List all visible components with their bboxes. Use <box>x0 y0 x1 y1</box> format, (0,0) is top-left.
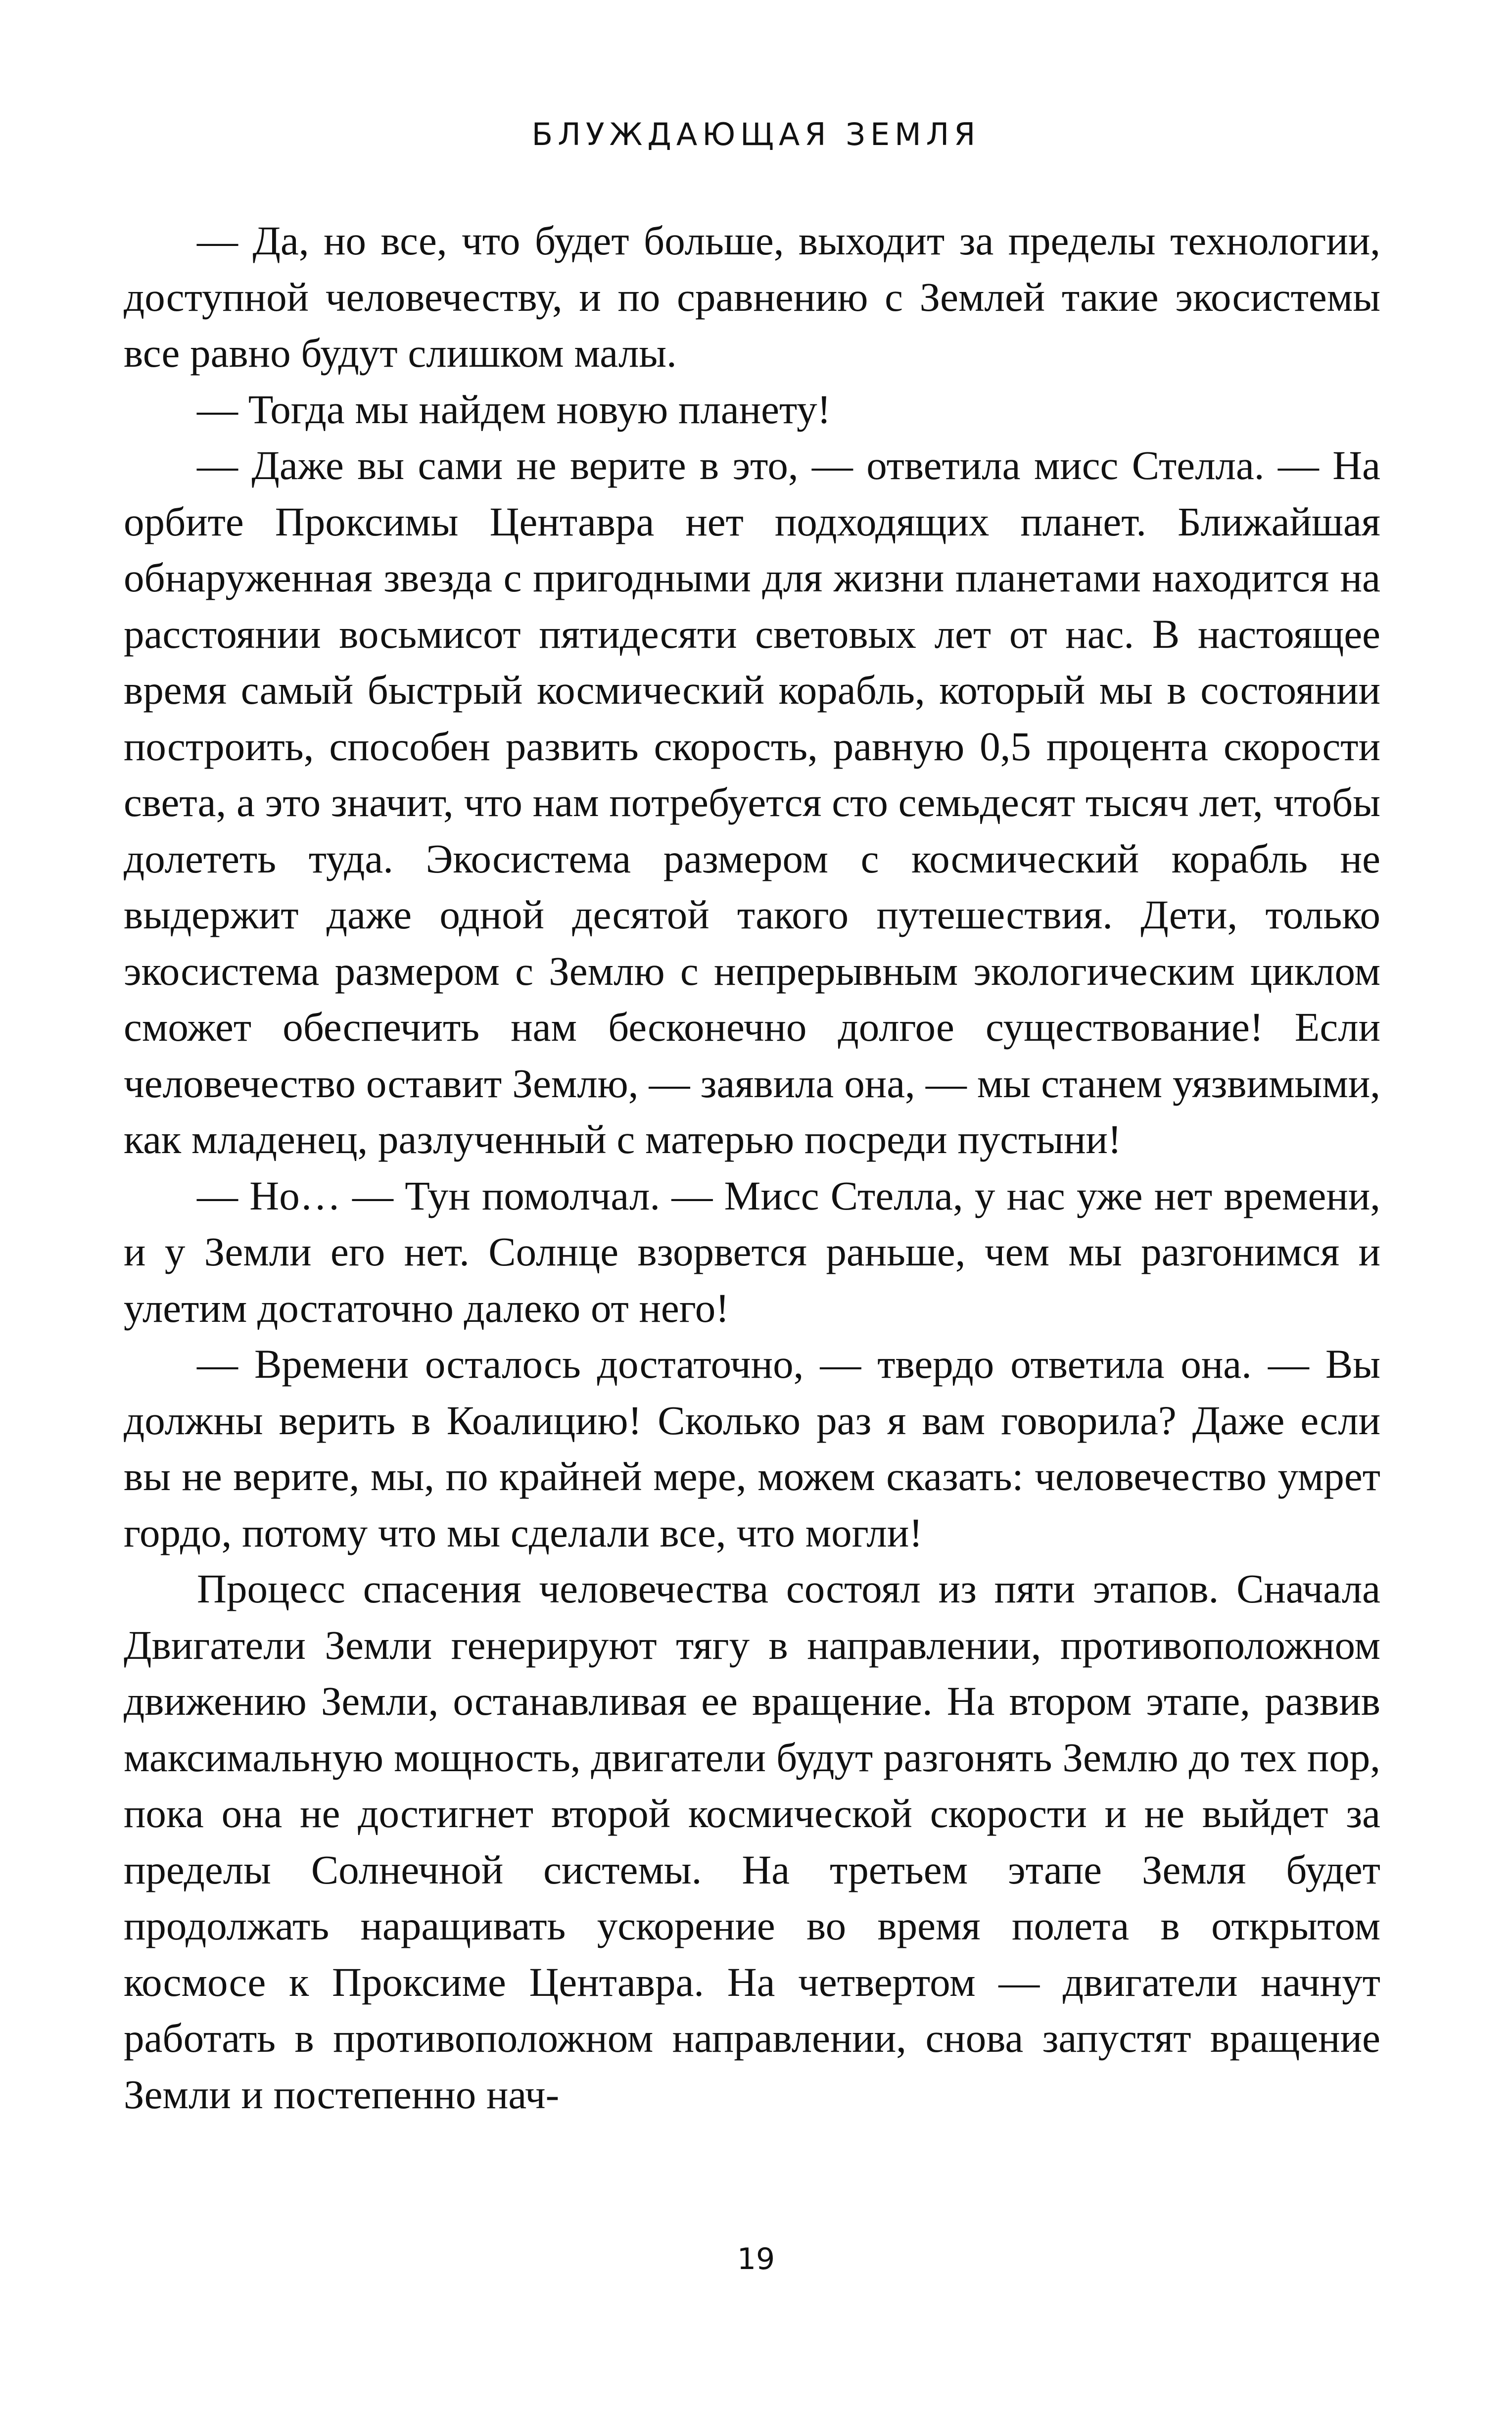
paragraph-6: Процесс спасения человечества состоял из пяти этапов. Сначала Двигатели Земли генерируют тягу в направлении, противоположном движению Земли, останавливая ее вращение. На втором этапе, развив максимальную мощность, двигатели будут разгонять Землю до тех пор, пока она не достигнет второй космической скорости и не выйдет за пределы Солнечной системы. На третьем этапе Земля будет продолжать наращивать ускорение во время полета в открытом космосе к Проксиме Центавра. На четвертом — двигатели начнут работать в противоположном направлении, снова запустят вращение Земли и постепенно нач- <box>124 1566 1380 2117</box>
running-title: БЛУЖДАЮЩАЯ ЗЕМЛЯ <box>531 116 981 152</box>
paragraph-1: — Да, но все, что будет больше, выходит за пределы технологии, доступной человечеству, и по сравнению с Землей такие экосистемы все равно будут слишком малы. <box>124 218 1380 376</box>
paragraph-2: — Тогда мы найдем новую планету! <box>197 386 831 432</box>
page-number: 19 <box>737 2242 775 2276</box>
paragraph-5: — Времени осталось достаточно, — твердо ответила она. — Вы должны верить в Коалицию! Сколько раз я вам говорила? Даже если вы не верите, мы, по крайней мере, можем сказать: человечество умрет гордо, потому что мы сделали все, что могли! <box>124 1341 1380 1555</box>
body-text <box>124 213 1380 2123</box>
paragraph-3: — Даже вы сами не верите в это, — ответила мисс Стелла. — На орбите Проксимы Центавра нет подходящих планет. Ближайшая обнаруженная звезда с пригодными для жизни планетами находится на расстоянии восьмисот пятидесяти световых лет от нас. В настоящее время самый быстрый космический корабль, который мы в состоянии построить, способен развить скорость, равную 0,5 процента скорости света, а это значит, что нам потребуется сто семьдесят тысяч лет, чтобы долететь туда. Экосистема размером с космический корабль не выдержит даже одной десятой такого путешествия. Дети, только экосистема размером с Землю с непрерывным экологическим циклом сможет обеспечить нам бесконечно долгое существование! Если человечество оставит Землю, — заявила она, — мы станем уязвимыми, как младенец, разлученный с матерью посреди пустыни! <box>124 442 1380 1162</box>
paragraph-4: — Но… — Тун помолчал. — Мисс Стелла, у нас уже нет времени, и у Земли его нет. Солнце взорвется раньше, чем мы разгонимся и улетим достаточно далеко от него! <box>124 1172 1380 1331</box>
